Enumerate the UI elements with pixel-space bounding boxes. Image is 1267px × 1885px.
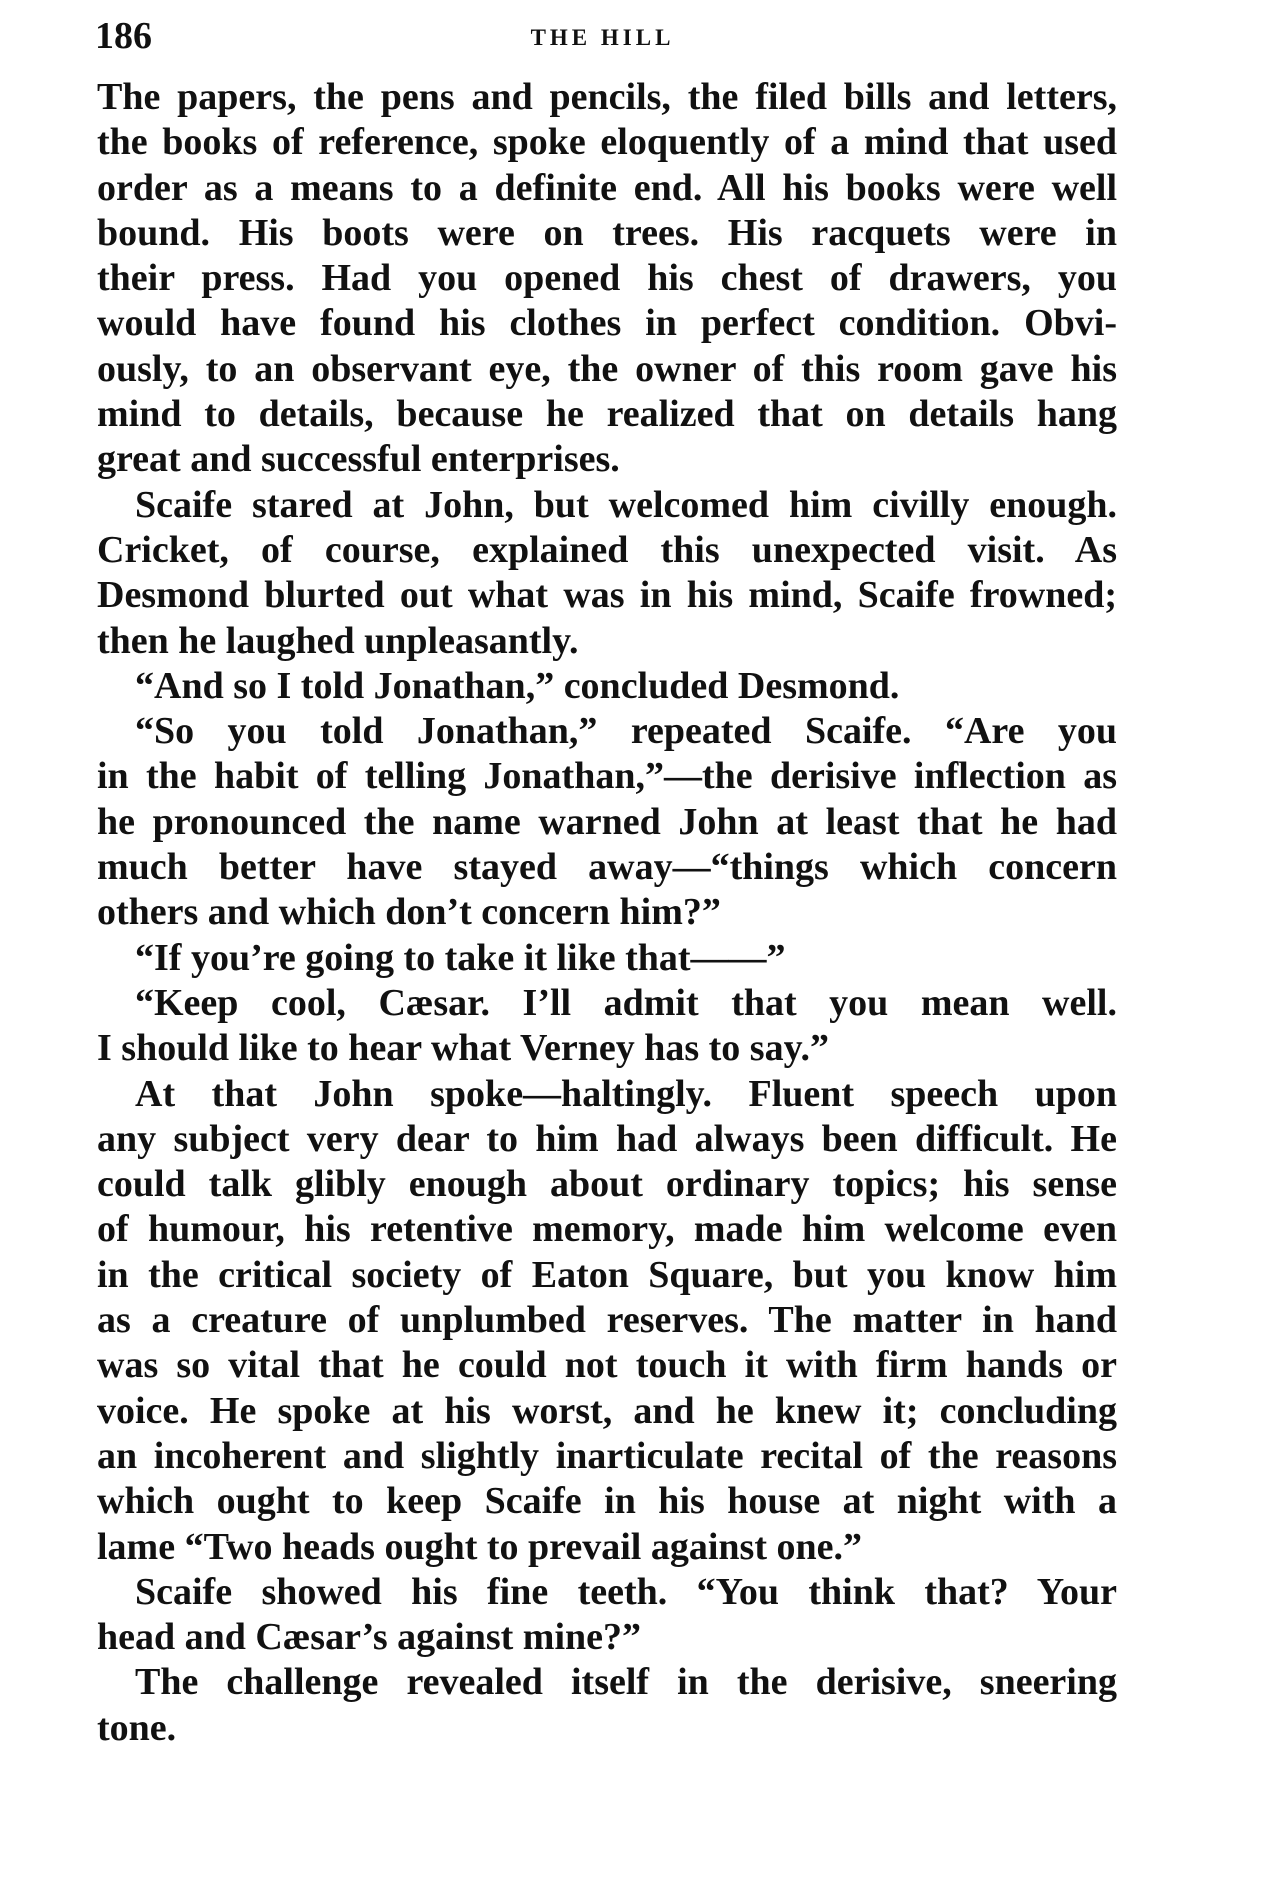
text-line: ously, to an observant eye, the owner of this room gave his	[97, 347, 1117, 390]
text-line: “And so I told Jonathan,” concluded Desmond.	[135, 664, 900, 707]
text-line: “So you told Jonathan,” repeated Scaife. “Are you	[135, 710, 1117, 753]
text-line: the books of reference, spoke eloquently of a mind that used	[97, 121, 1117, 164]
paragraph	[97, 709, 1117, 935]
text-line: in the habit of telling Jonathan,”—the derisive inflection as	[97, 755, 1117, 798]
text-line: others and which don’t concern him?”	[97, 891, 721, 934]
text-line: Scaife stared at John, but welcomed him civilly enough.	[135, 483, 1117, 526]
text-line: “Keep cool, Cæsar. I’ll admit that you mean well.	[135, 981, 1117, 1024]
text-line: which ought to keep Scaife in his house at night with a	[97, 1480, 1117, 1523]
text-line: as a creature of unplumbed reserves. The matter in hand	[97, 1299, 1117, 1342]
text-line: in the critical society of Eaton Square, but you know him	[97, 1253, 1117, 1296]
body-text	[97, 75, 1117, 1751]
text-line: lame “Two heads ought to prevail against one.”	[97, 1525, 862, 1568]
text-line: Desmond blurted out what was in his mind, Scaife frowned;	[97, 574, 1117, 617]
text-line: head and Cæsar’s against mine?”	[97, 1616, 642, 1659]
running-title: THE HILL	[530, 25, 675, 50]
paragraph	[97, 664, 1117, 709]
text-line: Cricket, of course, explained this unexpected visit. As	[97, 528, 1117, 571]
page-number: 186	[95, 15, 152, 57]
text-line: was so vital that he could not touch it with firm hands or	[97, 1344, 1117, 1387]
paragraph	[97, 936, 1117, 981]
text-line: their press. Had you opened his chest of drawers, you	[97, 257, 1117, 300]
paragraph	[97, 981, 1117, 1072]
text-line: Scaife showed his fine teeth. “You think that? Your	[135, 1570, 1117, 1613]
text-line: At that John spoke—haltingly. Fluent speech upon	[135, 1072, 1117, 1115]
paragraph	[97, 483, 1117, 664]
text-line: bound. His boots were on trees. His racquets were in	[97, 211, 1117, 254]
text-line: of humour, his retentive memory, made him welcome even	[97, 1208, 1117, 1251]
text-line: voice. He spoke at his worst, and he knew it; concluding	[97, 1389, 1117, 1432]
paragraph	[97, 75, 1117, 483]
paragraph	[97, 1660, 1117, 1751]
paragraph	[97, 1570, 1117, 1661]
text-line: great and successful enterprises.	[97, 438, 620, 481]
text-line: “If you’re going to take it like that——”	[135, 936, 786, 979]
paragraph	[97, 1072, 1117, 1570]
text-line: then he laughed unpleasantly.	[97, 619, 579, 662]
text-line: he pronounced the name warned John at least that he had	[97, 800, 1117, 843]
text-line: would have found his clothes in perfect condition. Obvi-	[97, 302, 1117, 345]
text-line: mind to details, because he realized that on details hang	[97, 393, 1117, 436]
text-line: much better have stayed away—“things which concern	[97, 846, 1117, 889]
text-line: could talk glibly enough about ordinary topics; his sense	[97, 1163, 1117, 1206]
text-line: I should like to hear what Verney has to say.”	[97, 1027, 829, 1070]
text-line: an incoherent and slightly inarticulate recital of the reasons	[97, 1434, 1117, 1477]
text-line: order as a means to a definite end. All his books were well	[97, 166, 1117, 209]
text-line: tone.	[97, 1706, 177, 1749]
text-line: The challenge revealed itself in the derisive, sneering	[135, 1661, 1117, 1704]
text-line: any subject very dear to him had always been difficult. He	[97, 1117, 1117, 1160]
text-line: The papers, the pens and pencils, the filed bills and letters,	[97, 76, 1117, 118]
